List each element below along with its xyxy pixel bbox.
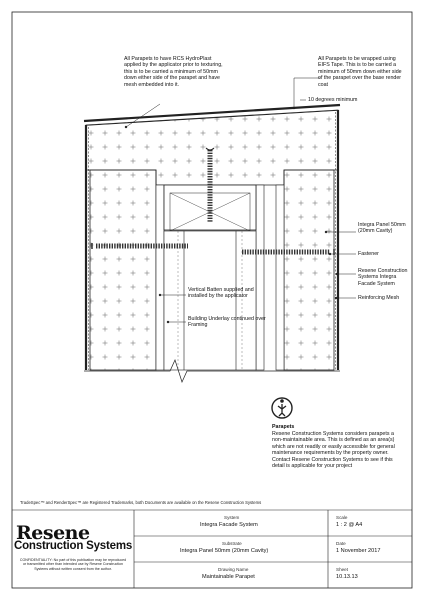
drawing-name-value: Maintainable Parapet	[202, 574, 255, 580]
substrate-label: Substrate	[222, 541, 242, 546]
note-building-underlay: Building Underlay continued over Framing	[188, 316, 266, 329]
brand-sub: Construction Systems	[14, 540, 133, 552]
parapet-section-detail	[84, 105, 340, 382]
note-vertical-batten: Vertical Batten supplied and installed by the applicator	[188, 287, 254, 300]
system-value: Integra Facade System	[200, 522, 258, 528]
drawing-name-label: Drawing Name	[218, 567, 249, 572]
sheet-label: Sheet	[336, 567, 349, 572]
scale-value: 1 : 2 @ A4	[336, 522, 363, 528]
date-label: Date	[336, 541, 346, 546]
info-contact: Contact Resene Construction Systems to see if this detail is applicable for your project	[272, 457, 393, 470]
trademark-footer: TradeSpec™ and RenderSpec™ are Registered Trademarks, both Documents are available on the Resene Construction Systems	[20, 500, 262, 505]
note-resene-system: Resene Construction Systems Integra Facade System	[358, 268, 408, 287]
substrate-value: Integra Panel 50mm (20mm Cavity)	[180, 548, 269, 554]
note-slope: 10 degrees minimum	[308, 97, 358, 103]
brand-logo: Resene	[16, 522, 90, 544]
sheet-value: 10.13.13	[336, 574, 358, 580]
confidentiality-note: CONFIDENTIALITY: No part of this publication may be reproduced or transmitted other than intended use by Resene Construction Systems without written consent from the author.	[19, 558, 127, 571]
date-value: 1 November 2017	[336, 548, 381, 554]
info-heading: Parapets	[272, 424, 295, 430]
person-in-circle-icon	[272, 398, 292, 418]
note-fastener: Fastener	[358, 251, 379, 257]
system-label: System	[224, 515, 240, 520]
note-eifs-tape: All Parapets to be wrapped using EIFS Tape. This is to be carried a minimum of 50mm down either side of the parapet over the base render coat	[318, 56, 402, 88]
info-body: Resene Construction Systems considers parapets a non-maintainable area. This is defined as an area(s) which are not readily or easily accessible for general maintenance requirements by the property owner.	[272, 431, 395, 457]
note-integra-panel: Integra Panel 50mm (20mm Cavity)	[358, 222, 406, 235]
note-rcs-hydroplast: All Parapets to have RCS HydroPlast applied by the applicator prior to texturing, this is to be carried a minimum of 50mm down either side of the parapet and have mesh embedded into it.	[124, 56, 223, 88]
scale-label: Scale	[336, 515, 348, 520]
note-reinforcing-mesh: Reinforcing Mesh	[358, 295, 400, 301]
